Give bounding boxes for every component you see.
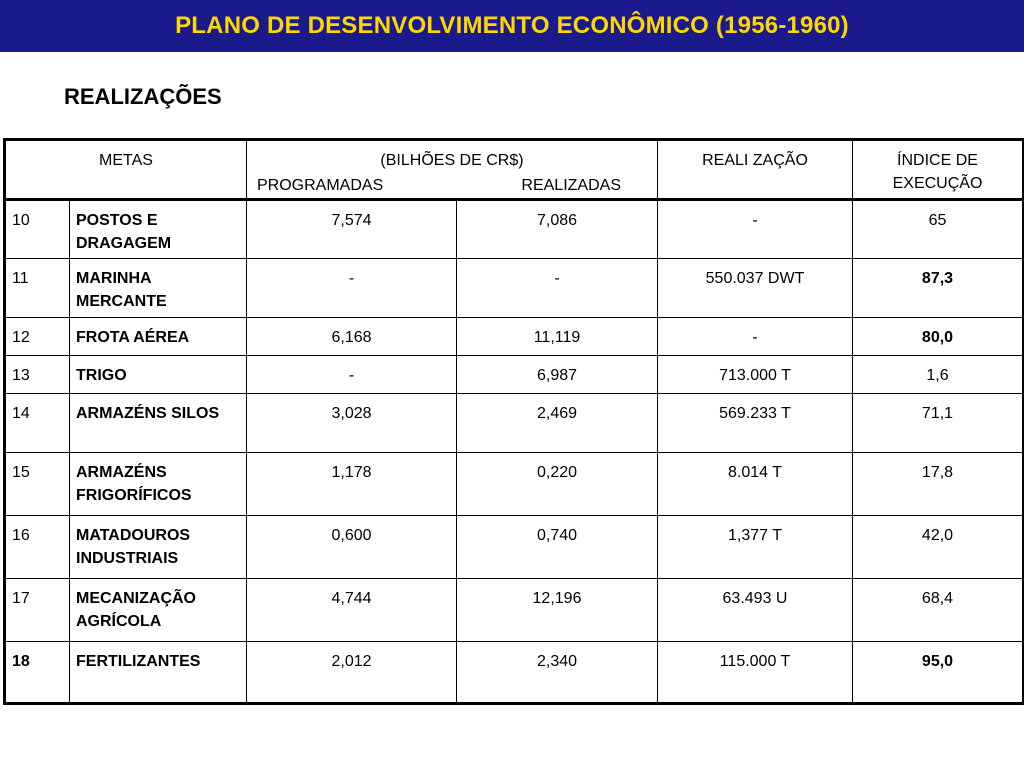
- table-row: [5, 318, 1024, 356]
- table-row: [5, 642, 1024, 704]
- indice-value: 65: [853, 200, 1024, 259]
- header-money: [247, 140, 658, 200]
- meta-name: MARINHA MERCANTE: [70, 259, 247, 318]
- header-metas: METAS: [5, 140, 247, 200]
- programadas-value: 1,178: [247, 453, 457, 516]
- row-number: 16: [5, 516, 70, 579]
- row-number: 12: [5, 318, 70, 356]
- realizacao-value: 569.233 T: [658, 394, 853, 453]
- indice-value: 87,3: [853, 259, 1024, 318]
- realizadas-value: 0,220: [457, 453, 658, 516]
- row-number: 17: [5, 579, 70, 642]
- realizacao-value: 550.037 DWT: [658, 259, 853, 318]
- title-bar: [0, 0, 1024, 52]
- realizacao-value: 115.000 T: [658, 642, 853, 704]
- indice-value: 42,0: [853, 516, 1024, 579]
- header-programadas: PROGRAMADAS: [257, 177, 384, 194]
- realizadas-value: -: [457, 259, 658, 318]
- realizacao-value: 8.014 T: [658, 453, 853, 516]
- programadas-value: 7,574: [247, 200, 457, 259]
- meta-name: ARMAZÉNS SILOS: [70, 394, 247, 453]
- realizadas-value: 2,469: [457, 394, 658, 453]
- meta-name: MECANIZAÇÃO AGRÍCOLA: [70, 579, 247, 642]
- plan-table: [3, 138, 1024, 705]
- row-number: 14: [5, 394, 70, 453]
- realizacao-value: -: [658, 200, 853, 259]
- programadas-value: 2,012: [247, 642, 457, 704]
- row-number: 11: [5, 259, 70, 318]
- indice-value: 1,6: [853, 356, 1024, 394]
- programadas-value: -: [247, 259, 457, 318]
- header-row: [5, 140, 1024, 200]
- meta-name: FROTA AÉREA: [70, 318, 247, 356]
- meta-name: FERTILIZANTES: [70, 642, 247, 704]
- row-number: 13: [5, 356, 70, 394]
- programadas-value: 3,028: [247, 394, 457, 453]
- table-row: [5, 356, 1024, 394]
- table-row: [5, 259, 1024, 318]
- meta-name: TRIGO: [70, 356, 247, 394]
- table-row: [5, 453, 1024, 516]
- realizadas-value: 6,987: [457, 356, 658, 394]
- realizacao-value: 1,377 T: [658, 516, 853, 579]
- header-realizadas: REALIZADAS: [521, 177, 621, 194]
- realizadas-value: 7,086: [457, 200, 658, 259]
- indice-value: 17,8: [853, 453, 1024, 516]
- realizacao-value: 63.493 U: [658, 579, 853, 642]
- realizadas-value: 0,740: [457, 516, 658, 579]
- programadas-value: 6,168: [247, 318, 457, 356]
- header-money-sub: [253, 174, 651, 197]
- row-number: 10: [5, 200, 70, 259]
- page-title: PLANO DE DESENVOLVIMENTO ECONÔMICO (1956-1960): [175, 12, 849, 39]
- realizacao-value: 713.000 T: [658, 356, 853, 394]
- indice-value: 68,4: [853, 579, 1024, 642]
- realizadas-value: 12,196: [457, 579, 658, 642]
- section-subtitle: REALIZAÇÕES: [64, 84, 222, 109]
- table-row: [5, 394, 1024, 453]
- table-row: [5, 579, 1024, 642]
- programadas-value: 4,744: [247, 579, 457, 642]
- row-number: 15: [5, 453, 70, 516]
- indice-value: 95,0: [853, 642, 1024, 704]
- table-row: [5, 200, 1024, 259]
- header-money-label: (BILHÕES DE CR$): [380, 152, 524, 169]
- realizadas-value: 2,340: [457, 642, 658, 704]
- meta-name: MATADOUROS INDUSTRIAIS: [70, 516, 247, 579]
- realizacao-value: -: [658, 318, 853, 356]
- meta-name: ARMAZÉNS FRIGORÍFICOS: [70, 453, 247, 516]
- programadas-value: 0,600: [247, 516, 457, 579]
- row-number: 18: [5, 642, 70, 704]
- realizadas-value: 11,119: [457, 318, 658, 356]
- programadas-value: -: [247, 356, 457, 394]
- header-realizacao: REALI ZAÇÃO: [658, 140, 853, 200]
- indice-value: 71,1: [853, 394, 1024, 453]
- table-row: [5, 516, 1024, 579]
- meta-name: POSTOS E DRAGAGEM: [70, 200, 247, 259]
- header-indice: ÍNDICE DE EXECUÇÃO: [853, 140, 1024, 200]
- indice-value: 80,0: [853, 318, 1024, 356]
